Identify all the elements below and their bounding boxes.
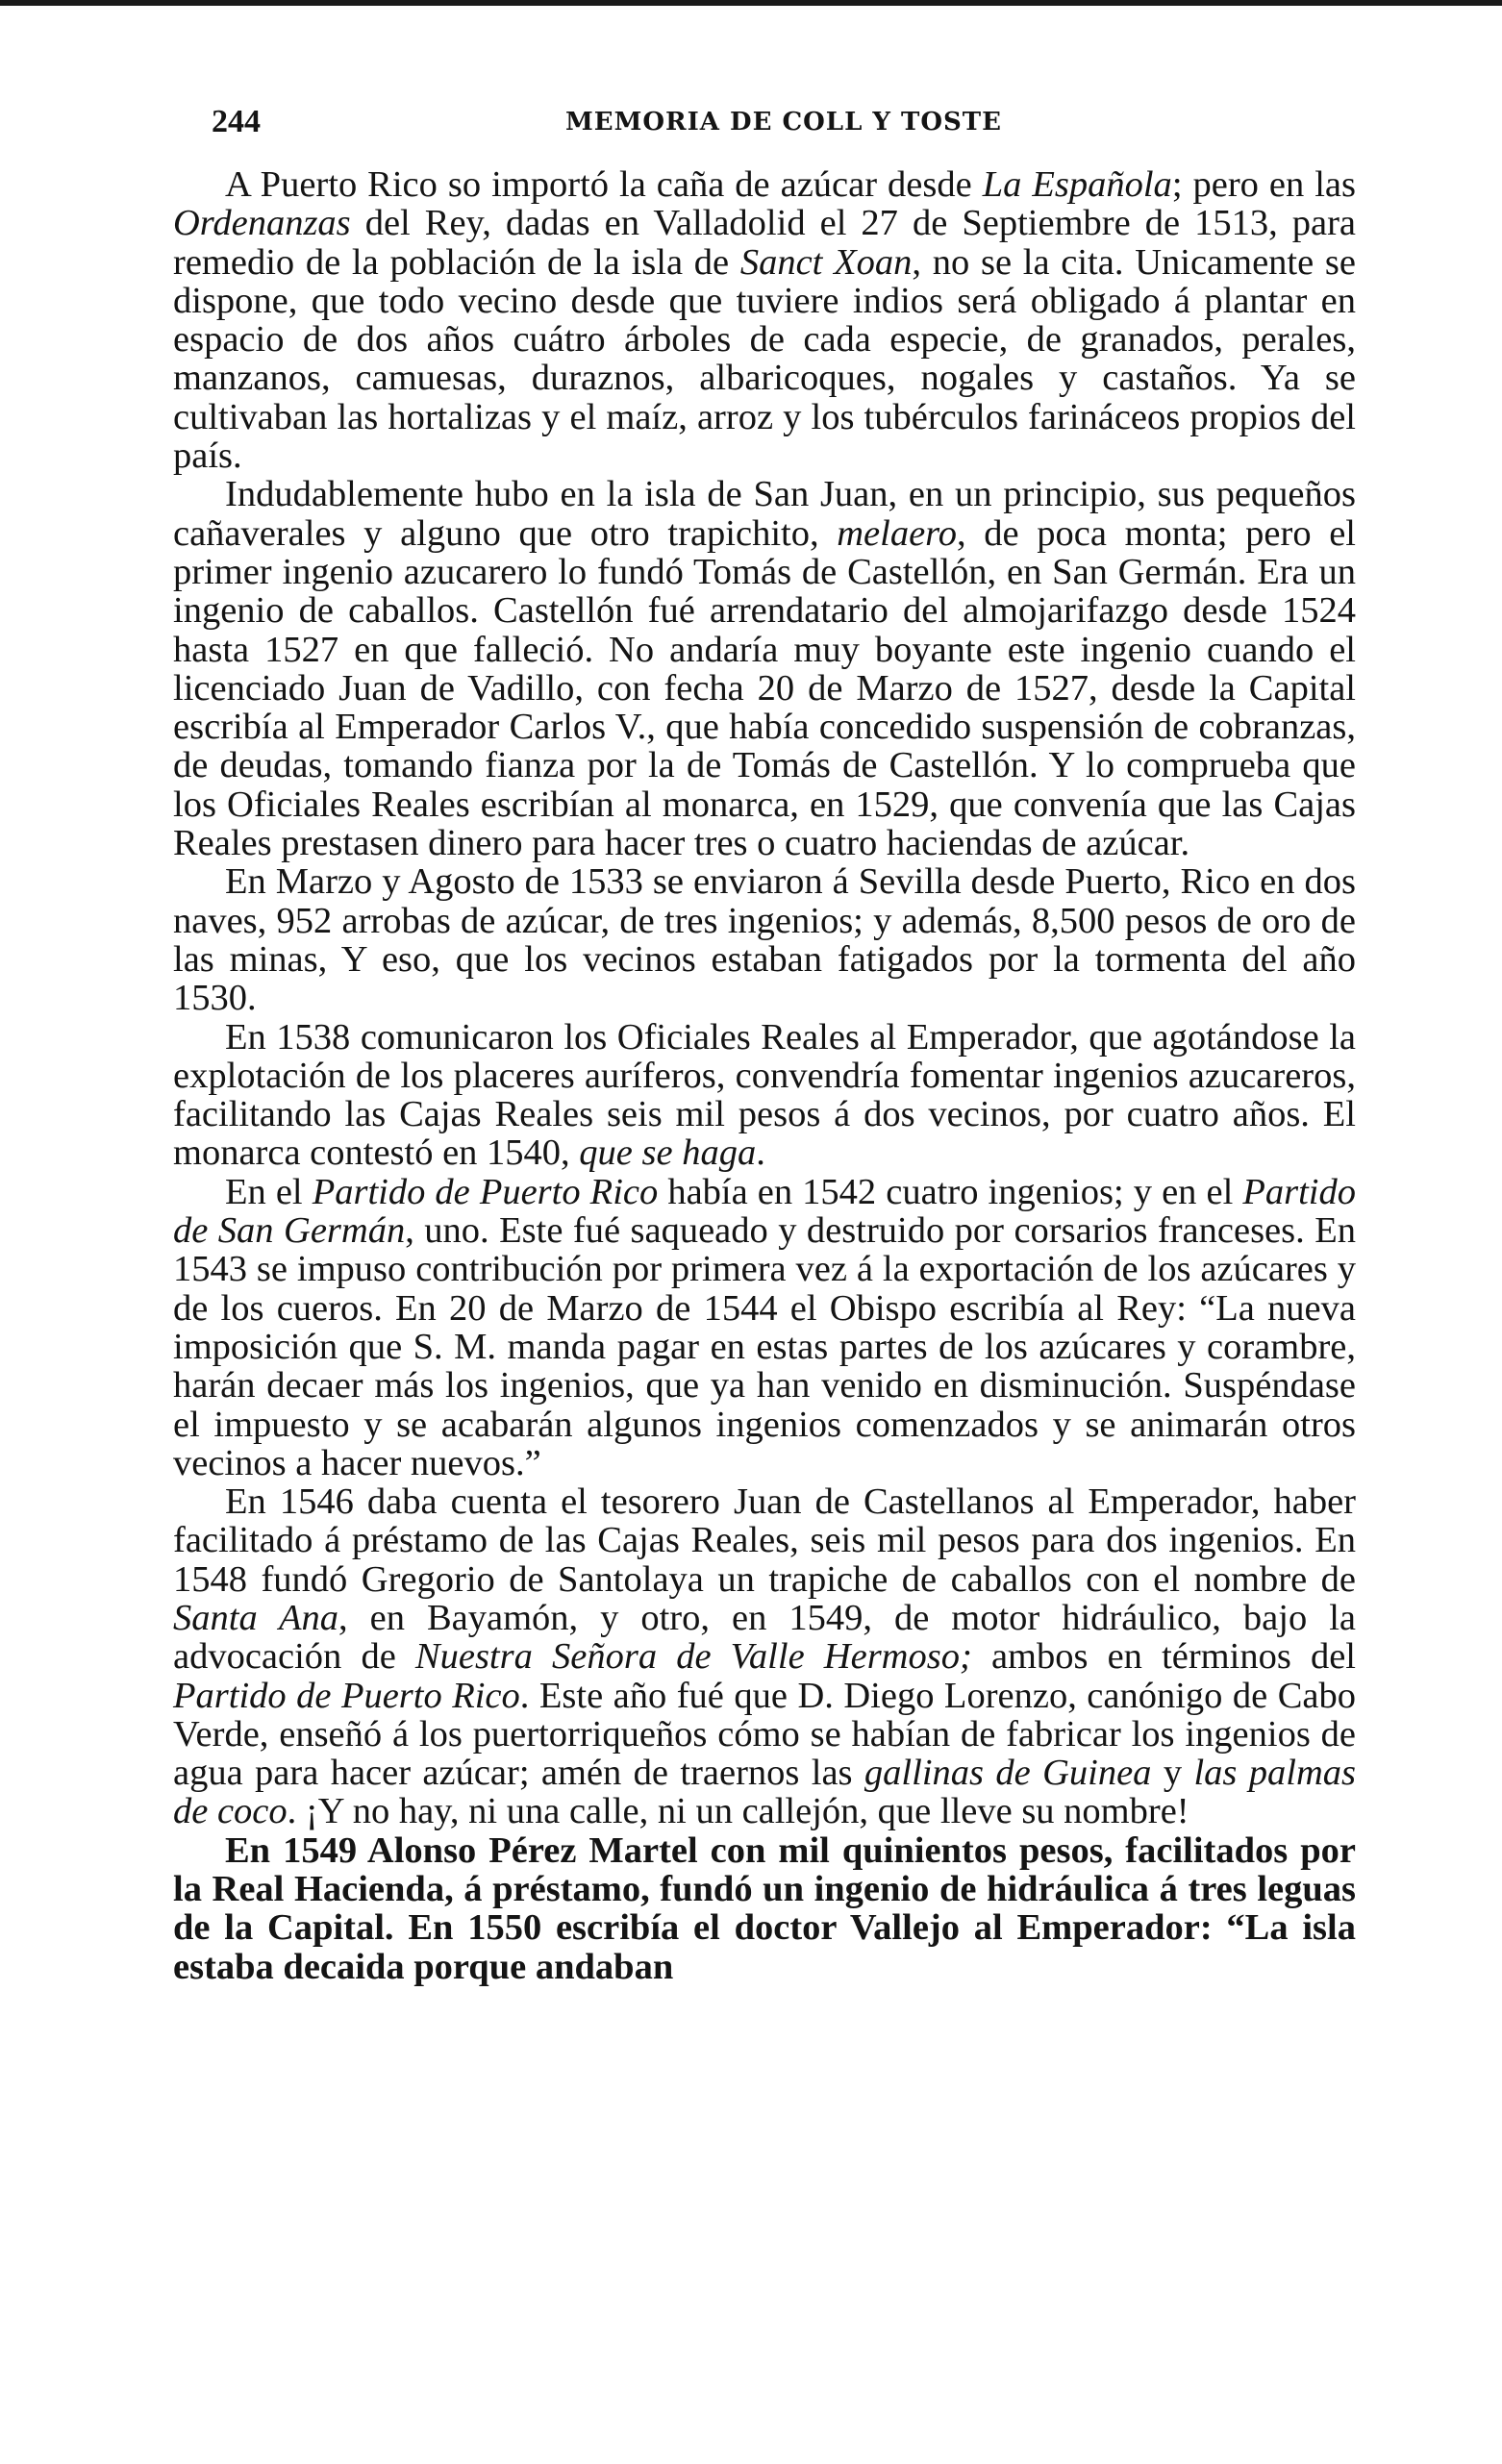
paragraph-1: A Puerto Rico so importó la caña de azúcar desde La Española; pero en las Ordenanzas del Rey, dadas en Valladolid el 27 de Septiembre de 1513, para remedio de la población de la isla de Sanct Xoan, no se la cita. Unicamente se dispone, que todo vecino desde que tuviere indios será obligado á plantar en espacio de dos años cuátro árboles de cada especie, de granados, perales, manzanos, camuesas, duraznos, albaricoques, nogales y castaños. Ya se cultivaban las hortalizas y el maíz, arroz y los tubérculos farináceos propios del país.: [173, 164, 1356, 477]
italic-term: Partido de Puerto Rico: [173, 1675, 520, 1716]
italic-term: Partido de Puerto Rico: [312, 1171, 659, 1212]
paragraph-3: En Marzo y Agosto de 1533 se enviaron á Sevilla desde Puerto, Rico en dos naves, 952 arrobas de azúcar, de tres ingenios; y además, 8,500 pesos de oro de las minas, Y eso, que los vecinos estaban fatigados por la tormenta del año 1530.: [173, 861, 1356, 1019]
body-text: [173, 165, 1356, 1986]
italic-term: La Española: [982, 164, 1172, 205]
italic-term: Santa Ana: [173, 1597, 339, 1638]
paragraph-6: En 1546 daba cuenta el tesorero Juan de Castellanos al Emperador, haber facilitado á préstamo de las Cajas Reales, seis mil pesos para dos ingenios. En 1548 fundó Gregorio de Santolaya un trapiche de caballos con el nombre de Santa Ana, en Bayamón, y otro, en 1549, de motor hidráulico, bajo la advocación de Nuestra Señora de Valle Hermoso; ambos en términos del Partido de Puerto Rico. Este año fué que D. Diego Lorenzo, canónigo de Cabo Verde, enseñó á los puertorriqueños cómo se habían de fabricar los ingenios de agua para hacer azúcar; amén de traernos las gallinas de Guinea y las palmas de coco. ¡Y no hay, ni una calle, ni un callejón, que lleve su nombre!: [173, 1481, 1356, 1832]
page-header: [212, 104, 1356, 146]
paragraph-7: En 1549 Alonso Pérez Martel con mil quinientos pesos, facilitados por la Real Hacienda, á préstamo, fundó un ingenio de hidráulica á tres leguas de la Capital. En 1550 escribía el doctor Vallejo al Emperador: “La isla estaba decaida porque andaban: [173, 1829, 1356, 1987]
italic-term: melaero: [837, 512, 957, 554]
italic-term: que se haga: [579, 1132, 757, 1174]
italic-term: Partido de San Germán: [173, 1171, 1356, 1252]
italic-term: Sanct Xoan: [739, 241, 913, 283]
page-number: 244: [212, 104, 261, 139]
running-title: MEMORIA DE COLL Y TOSTE: [565, 108, 1002, 137]
italic-term: Nuestra Señora de Valle Hermoso;: [414, 1636, 972, 1678]
top-rule: [0, 0, 1502, 6]
italic-term: gallinas de Guinea: [864, 1753, 1152, 1794]
paragraph-2: Indudablemente hubo en la isla de San Juan, en un principio, sus pequeños cañaverales y alguno que otro trapichito, melaero, de poca monta; pero el primer ingenio azucarero lo fundó Tomás de Castellón, en San Germán. Era un ingenio de caballos. Castellón fué arrendatario del almojarifazgo desde 1524 hasta 1527 en que falleció. No andaría muy boyante este ingenio cuando el licenciado Juan de Vadillo, con fecha 20 de Marzo de 1527, desde la Capital escribía al Emperador Carlos V., que había concedido suspensión de cobranzas, de deudas, tomando fianza por la de Tomás de Castellón. Y lo comprueba que los Oficiales Reales escribían al monarca, en 1529, que convenía que las Cajas Reales prestasen dinero para hacer tres o cuatro haciendas de azúcar.: [173, 474, 1357, 864]
paragraph-4: En 1538 comunicaron los Oficiales Reales al Emperador, que agotándose la explotación de los placeres auríferos, convendría fomentar ingenios azucareros, facilitando las Cajas Reales seis mil pesos á dos vecinos, por cuatro años. El monarca contestó en 1540, que se haga.: [173, 1016, 1356, 1174]
italic-term: las palmas de coco: [173, 1753, 1356, 1832]
italic-term: Ordenanzas: [173, 203, 351, 244]
paragraph-5: En el Partido de Puerto Rico había en 1542 cuatro ingenios; y en el Partido de San Germán, uno. Este fué saqueado y destruido por corsarios franceses. En 1543 se impuso contribución por primera vez á la exportación de los azúcares y de los cueros. En 20 de Marzo de 1544 el Obispo escribía al Rey: “La nueva imposición que S. M. manda pagar en estas partes de los azúcares y corambre, harán decaer más los ingenios, que ya han venido en disminución. Suspéndase el impuesto y se acabarán algunos ingenios comenzados y se animarán otros vecinos a hacer nuevos.”: [173, 1171, 1356, 1483]
